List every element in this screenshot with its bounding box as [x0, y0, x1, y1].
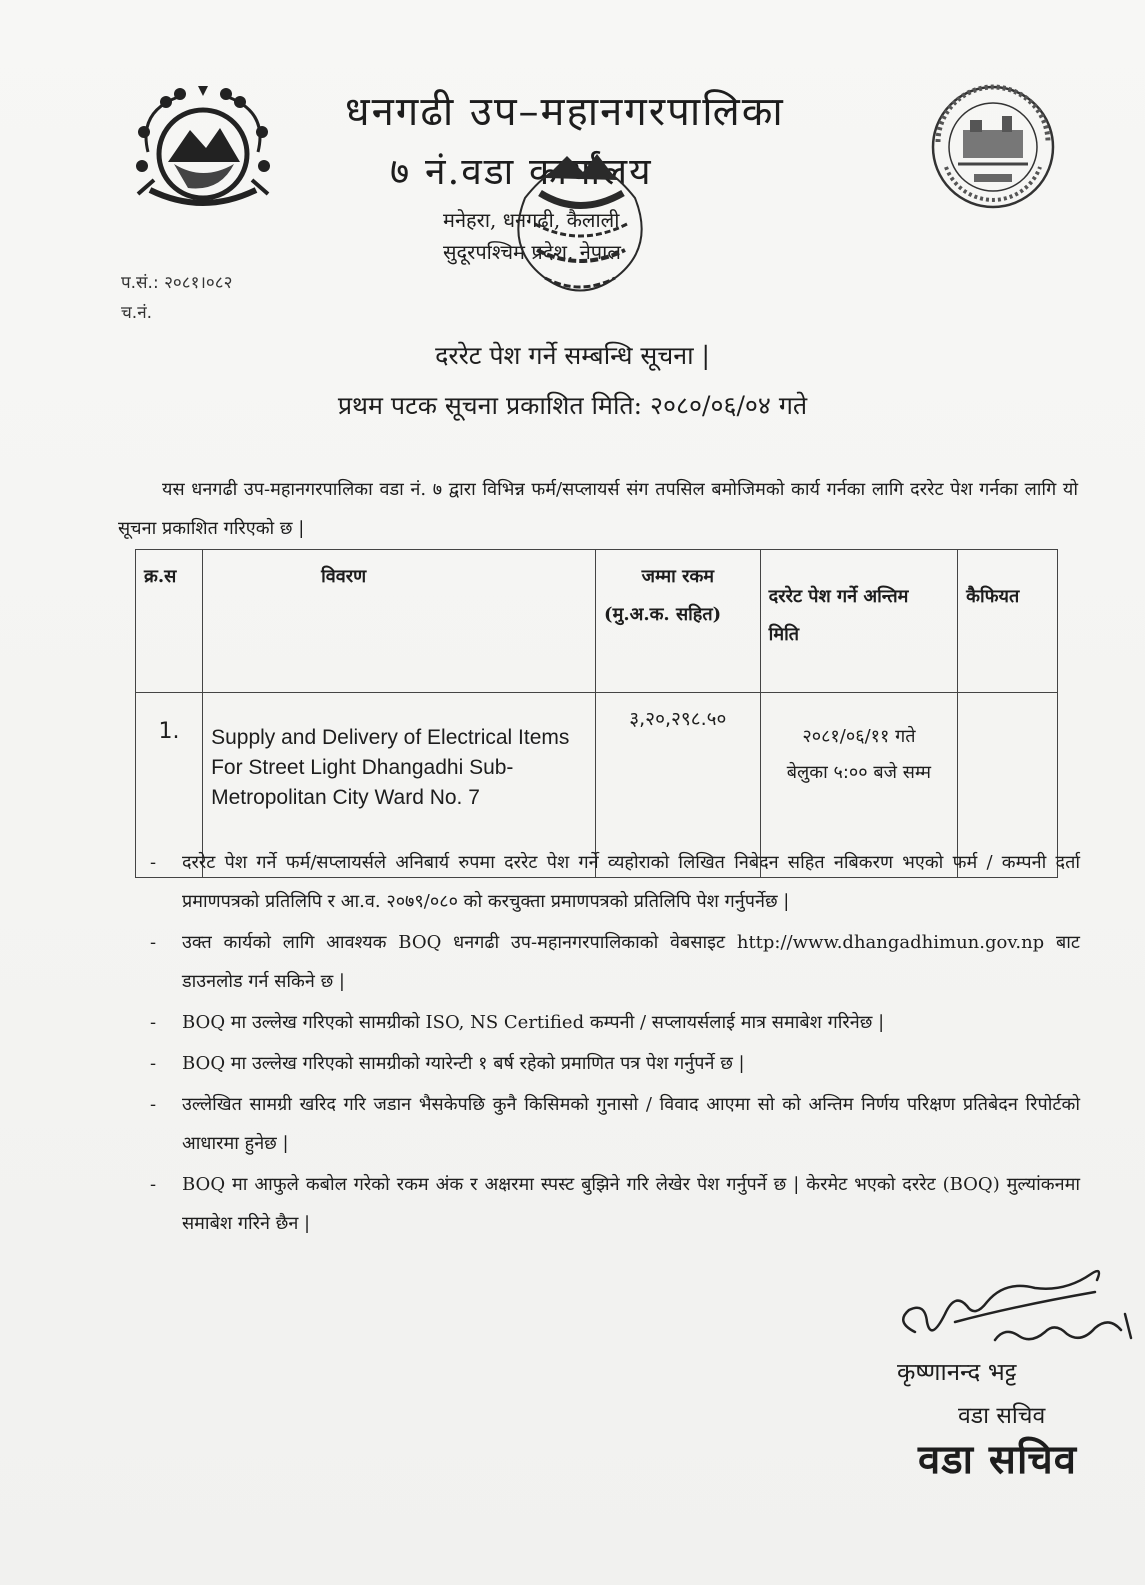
header-deadline-line2: मिति	[768, 624, 800, 645]
rate-table	[135, 549, 1058, 878]
row-amount: ३,२०,२९८.५०	[596, 693, 761, 878]
signatory-role: वडा सचिव	[958, 1403, 1046, 1429]
note-text: BOQ मा उल्लेख गरिएको सामग्रीको ग्यारेन्टी १ बर्ष रहेको प्रमाणित पत्र पेश गर्नुपर्ने छ |	[182, 1053, 745, 1074]
header-remarks: कैफियत	[958, 550, 1058, 693]
list-item: - BOQ मा आफुले कबोल गरेको रकम अंक र अक्षरमा स्पस्ट बुझिने गरि लेखेर पेश गर्नुपर्ने छ | केरमेट भएको दररेट (BOQ) मुल्यांकनमा समाबेश गरिने छैन |	[150, 1174, 1080, 1234]
publication-date: प्रथम पटक सूचना प्रकाशित मिति: २०८०/०६/०४ गते	[337, 391, 808, 420]
municipality-name: धनगढी उप–महानगरपालिका	[345, 89, 785, 135]
role-stamp: वडा सचिव	[918, 1436, 1077, 1483]
header-amount-line2: (मु.अ.क. सहित)	[604, 604, 722, 625]
notice-title: दररेट पेश गर्ने सम्बन्धि सूचना |	[435, 341, 710, 370]
handwritten-signature	[895, 1262, 1135, 1354]
list-item: - BOQ मा उल्लेख गरिएको सामग्रीको ISO, NS Certified कम्पनी / सप्लायर्सलाई मात्र समाबेश गरिनेछ |	[150, 1012, 885, 1033]
note-text: उल्लेखित सामग्री खरिद गरि जडान भैसकेपछि कुनै किसिमको गुनासो / विवाद आएमा सो को अन्तिम निर्णय परिक्षण प्रतिबेदन रिपोर्टको आधारमा हुनेछ |	[182, 1094, 1080, 1154]
row-sn: 1.	[136, 693, 203, 878]
list-item: - दररेट पेश गर्ने फर्म/सप्लायर्सले अनिबार्य रुपमा दररेट पेश गर्ने व्यहोराको लिखित निबेदन सहित नबिकरण भएको फर्म / कम्पनी दर्ता प्रमाणपत्रको प्रतिलिपि र आ.व. २०७९/०८० को करचुक्ता प्रमाणपत्रको प्रतिलिपि पेश गर्नुपर्नेछ |	[150, 852, 1080, 912]
table-header-row	[136, 550, 1058, 693]
header-deadline	[760, 550, 958, 693]
note-text: उक्त कार्यको लागि आवश्यक BOQ धनगढी उप-महानगरपालिकाको वेबसाइट http://www.dhangadhimun.gov.np बाट डाउनलोड गर्न सकिने छ |	[182, 932, 1080, 992]
conditions-list	[150, 843, 1080, 1245]
row-deadline-time: बेलुका ५:०० बजे सम्म	[786, 762, 932, 783]
note-text: दररेट पेश गर्ने फर्म/सप्लायर्सले अनिबार्य रुपमा दररेट पेश गर्ने व्यहोराको लिखित निबेदन सहित नबिकरण भएको फर्म / कम्पनी दर्ता प्रमाणपत्रको प्रतिलिपि र आ.व. २०७९/०८० को करचुक्ता प्रमाणपत्रको प्रतिलिपि पेश गर्नुपर्नेछ |	[182, 852, 1080, 912]
header-amount	[596, 550, 761, 693]
list-item: - उल्लेखित सामग्री खरिद गरि जडान भैसकेपछि कुनै किसिमको गुनासो / विवाद आएमा सो को अन्तिम निर्णय परिक्षण प्रतिबेदन रिपोर्टको आधारमा हुनेछ |	[150, 1094, 1080, 1154]
header-deadline-line1: दररेट पेश गर्ने अन्तिम	[768, 586, 909, 607]
row-description: Supply and Delivery of Electrical Items For Street Light Dhangadhi Sub-Metropolitan City Ward No. 7	[203, 693, 596, 878]
address-line-2: सुदूरपश्चिम प्रदेश, नेपाल	[443, 240, 621, 264]
ward-office-stamp-icon	[505, 138, 655, 308]
ward-office-name: ७ नं.वडा कार्यालय	[390, 150, 653, 193]
row-deadline-date: २०८१/०६/११ गते	[802, 726, 916, 747]
intro-paragraph: यस धनगढी उप-महानगरपालिका वडा नं. ७ द्वारा विभिन्न फर्म/सप्लायर्स संग तपसिल बमोजिमको कार्य गर्नका लागि दररेट पेश गर्नका लागि यो सूचना प्रकाशित गरिएको छ |	[118, 479, 1078, 539]
note-text: BOQ मा आफुले कबोल गरेको रकम अंक र अक्षरमा स्पस्ट बुझिने गरि लेखेर पेश गर्नुपर्ने छ | केरमेट भएको दररेट (BOQ) मुल्यांकनमा समाबेश गरिने छैन |	[182, 1174, 1080, 1234]
dispatch-number: च.नं.	[121, 303, 153, 323]
municipality-seal-icon	[928, 82, 1058, 212]
reference-number: प.सं.: २०८१।०८२	[121, 273, 233, 293]
nepal-emblem-icon	[128, 82, 278, 222]
note-text: BOQ मा उल्लेख गरिएको सामग्रीको ISO, NS Certified कम्पनी / सप्लायर्सलाई मात्र समाबेश गरिनेछ |	[182, 1012, 885, 1033]
address-line-1: मनेहरा, धनगढी, कैलाली	[443, 208, 620, 232]
header-sn: क्र.स	[136, 550, 203, 693]
signatory-name: कृष्णानन्द भट्ट	[897, 1358, 1017, 1386]
list-item: - BOQ मा उल्लेख गरिएको सामग्रीको ग्यारेन्टी १ बर्ष रहेको प्रमाणित पत्र पेश गर्नुपर्ने छ |	[150, 1053, 745, 1074]
header-amount-line1: जम्मा रकम	[641, 566, 715, 587]
list-item: - उक्त कार्यको लागि आवश्यक BOQ धनगढी उप-महानगरपालिकाको वेबसाइट http://www.dhangadhimun.gov.np बाट डाउनलोड गर्न सकिने छ |	[150, 932, 1080, 992]
header-description: विवरण	[203, 550, 596, 693]
